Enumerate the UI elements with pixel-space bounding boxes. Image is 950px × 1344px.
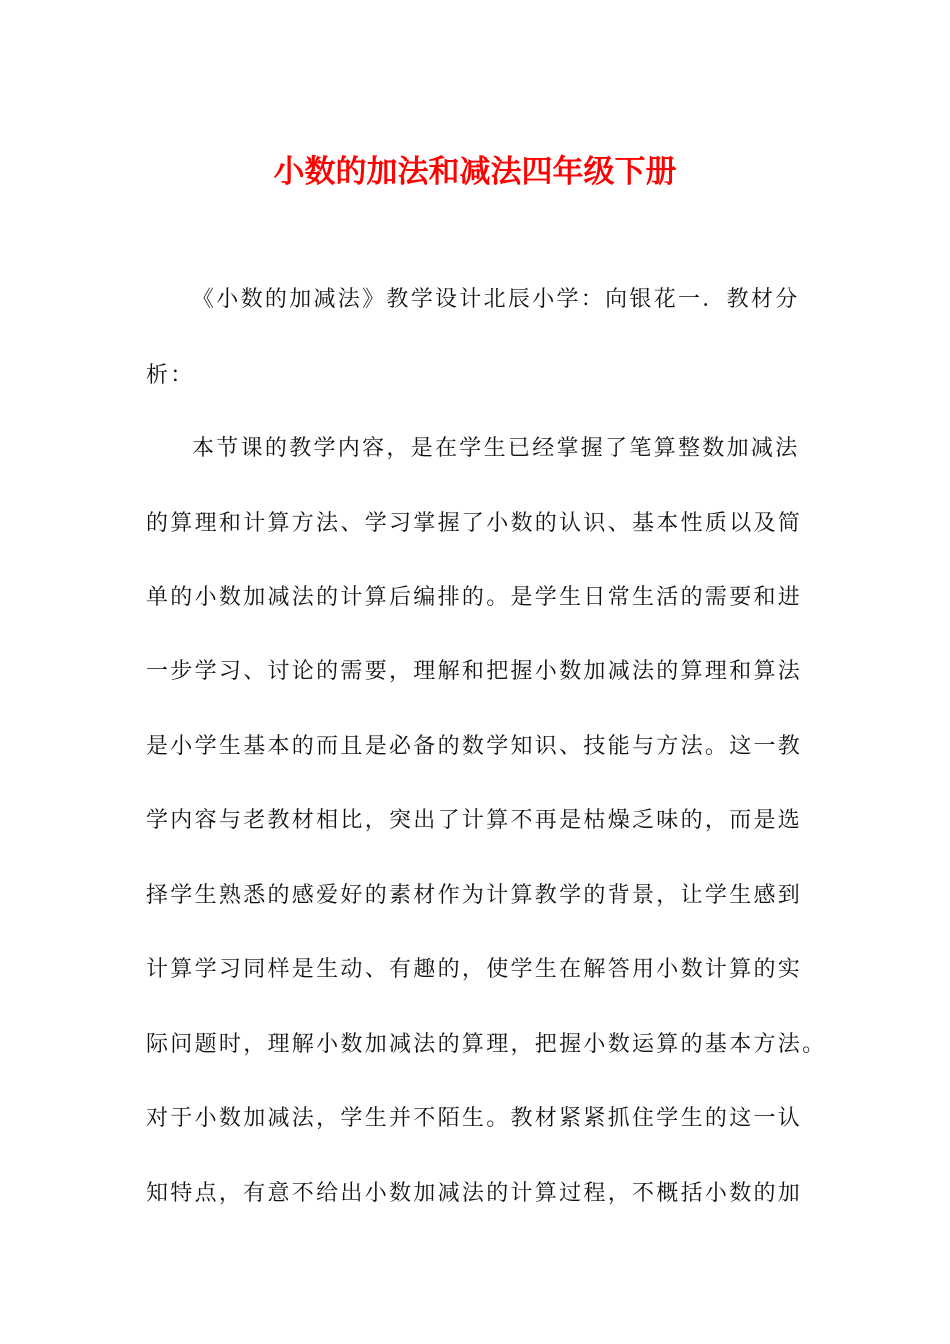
paragraph-line: 是小学生基本的而且是必备的数学知识、技能与方法。这一教 xyxy=(146,734,803,759)
paragraph-line: 计算学习同样是生动、有趣的，使学生在解答用小数计算的实 xyxy=(146,957,803,982)
paragraph-line: 对于小数加减法，学生并不陌生。教材紧紧抓住学生的这一认 xyxy=(146,1106,803,1131)
paragraph-line: 单的小数加减法的计算后编排的。是学生日常生活的需要和进 xyxy=(146,585,803,610)
page-title: 小数的加法和减法四年级下册 xyxy=(273,154,677,190)
paragraph-line: 本节课的教学内容，是在学生已经掌握了笔算整数加减法 xyxy=(192,436,800,461)
paragraph-line: 学内容与老教材相比，突出了计算不再是枯燥乏味的，而是选 xyxy=(146,808,803,833)
paragraph-line: 的算理和计算方法、学习掌握了小数的认识、基本性质以及简 xyxy=(146,511,803,536)
paragraph-line: 知特点，有意不给出小数加减法的计算过程，不概括小数的加 xyxy=(146,1181,803,1206)
paragraph-line: 析： xyxy=(146,363,195,388)
paragraph-line: 择学生熟悉的感爱好的素材作为计算教学的背景，让学生感到 xyxy=(146,883,803,908)
paragraph-line: 《小数的加减法》教学设计北辰小学：向银花一．教材分 xyxy=(192,287,800,312)
paragraph-line: 际问题时，理解小数加减法的算理，把握小数运算的基本方法。 xyxy=(146,1032,827,1057)
paragraph-line: 一步学习、讨论的需要，理解和把握小数加减法的算理和算法 xyxy=(146,659,803,684)
